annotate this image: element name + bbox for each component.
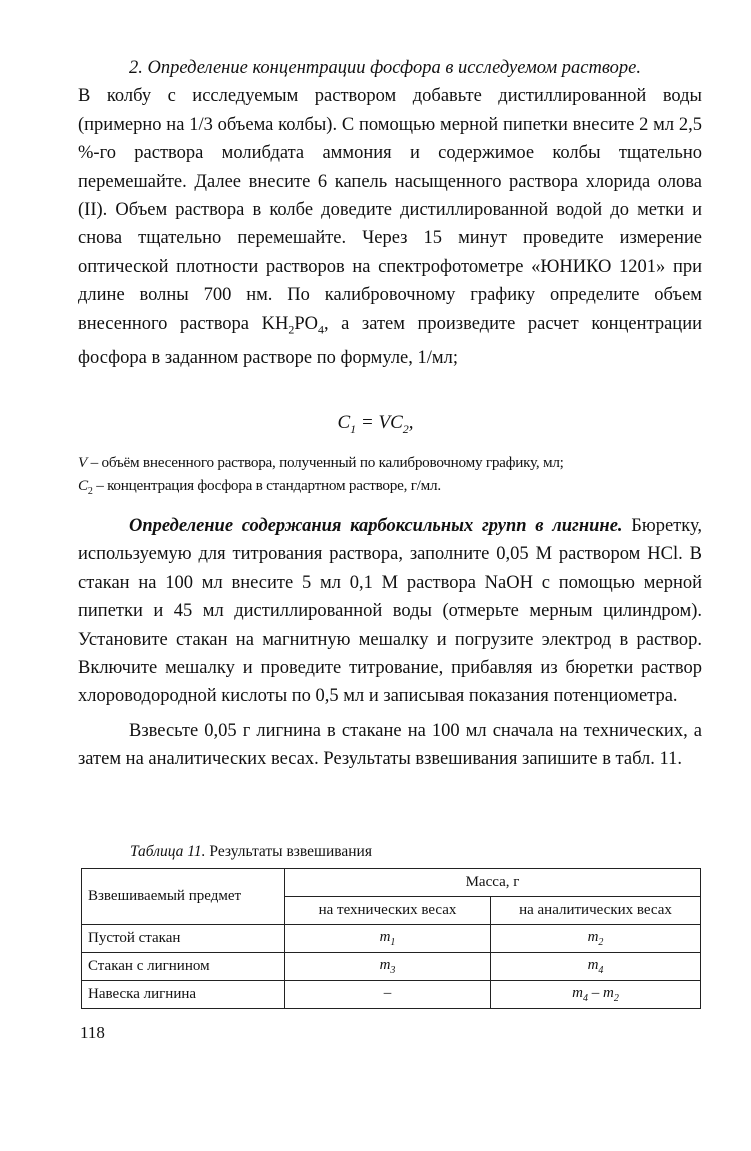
paragraph-weighing: Взвесьте 0,05 г лигнина в стакане на 100 мл сначала на технических, а затем на аналитических весах. Результаты взвешивания запишите в табл. 11. <box>78 720 702 770</box>
table-caption: Таблица 11. Результаты взвешивания <box>130 843 372 860</box>
formula: $C_1 = VC_2$, <box>337 412 414 436</box>
legend-line-v: V – объём внесенного раствора, полученный по калибровочному графику, мл; <box>78 454 564 471</box>
table-row <box>82 953 701 981</box>
header-mass: Масса, г <box>285 869 701 897</box>
header-analytical: на аналитических весах <box>491 897 701 925</box>
text-block-carboxyl <box>78 512 702 774</box>
legend-line-c2: $C_2$ – концентрация фосфора в стандартном растворе, г/мл. <box>78 477 441 498</box>
page-number: 118 <box>80 1023 105 1042</box>
cell-technical: $m_1$ <box>285 925 491 953</box>
cell-item: Навеска лигнина <box>82 981 285 1009</box>
cell-analytical: $m_4 - m_2$ <box>491 981 701 1009</box>
cell-analytical: $m_2$ <box>491 925 701 953</box>
paragraph-carboxyl: Определение содержания карбоксильных групп в лигнине. Бюретку, используемую для титрования раствора, заполните 0,05 М раствором HCl. В стакан на 100 мл внесите 5 мл 0,1 М раствора NaOH с помощью мерной пипетки и 45 мл дистиллированной воды (отмерьте мерным цилиндром). Установите стакан на магнитную мешалку и погрузите электрод в раствор. Включите мешалку и проведите титрование, прибавляя из бюретки раствор хлороводородной кислоты по 0,5 мл и записывая показания потенциометра. <box>78 516 703 707</box>
formula-legend <box>78 451 702 503</box>
paragraph-phosphorus-procedure: В колбу с исследуемым раствором добавьте дистиллированной воды (примерно на 1/3 объема колбы). С помощью мерной пипетки внесите 2 мл 2,5 %-го раствора молибдата аммония и содержимое колбы тщательно перемешайте. Далее внесите 6 капель насыщенного раствора хлорида олова (II). Объем раствора в колбе доведите дистиллированной водой до метки и снова тщательно перемешайте. Через 15 минут проведите измерение оптической плотности растворов на спектрофотометре «ЮНИКО 1201» при длине волны 700 нм. По калибровочному графику определите объем внесенного раствора $KH_2PO_4$, а затем произведите расчет концентрации фосфора в заданном растворе по формуле, 1/мл; <box>78 86 703 368</box>
header-technical: на технических весах <box>285 897 491 925</box>
cell-item: Стакан с лигнином <box>82 953 285 981</box>
cell-technical: $m_3$ <box>285 953 491 981</box>
section-heading: 2. Определение концентрации фосфора в исследуемом растворе. <box>129 58 641 78</box>
cell-technical: – <box>285 981 491 1009</box>
cell-item: Пустой стакан <box>82 925 285 953</box>
table-row <box>82 925 701 953</box>
table-row <box>82 981 701 1009</box>
weighing-table <box>81 868 701 1009</box>
text-block-phosphorus <box>78 54 702 372</box>
header-item: Взвешиваемый предмет <box>82 869 285 925</box>
cell-analytical: $m_4$ <box>491 953 701 981</box>
